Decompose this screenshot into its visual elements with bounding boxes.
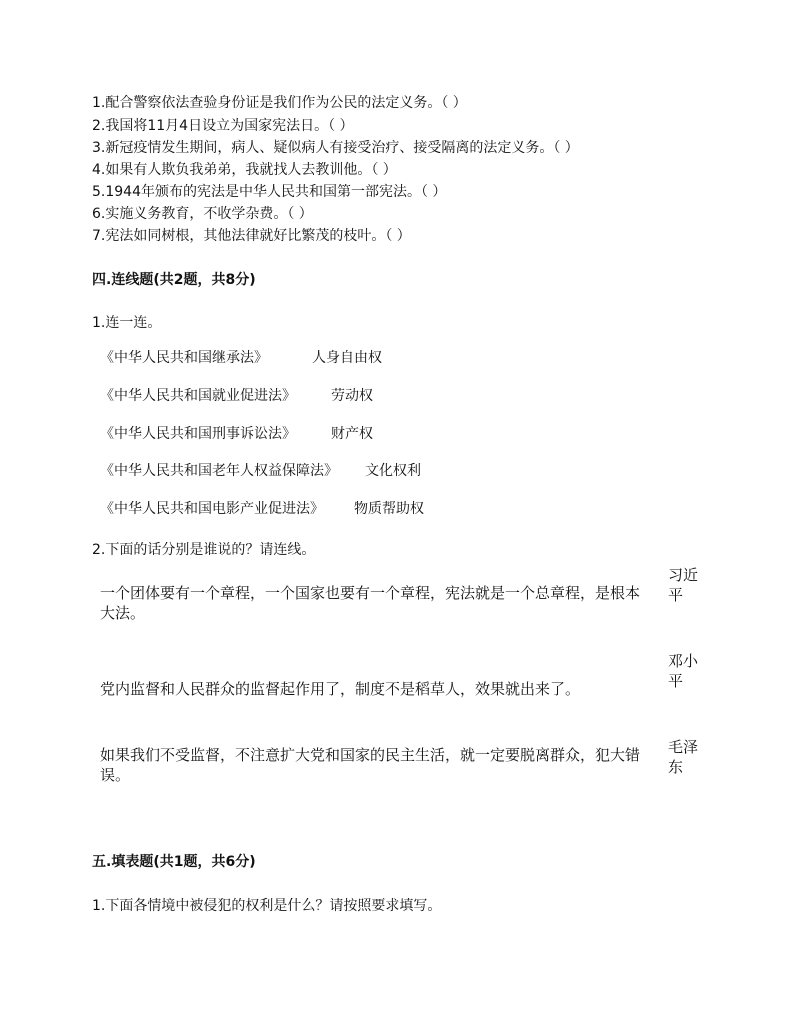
right-name: 人身自由权: [312, 350, 382, 366]
question-prompt: 2.下面的话分别是谁说的？请连线。: [92, 542, 316, 558]
judgment-item: 1.配合警察依法查验身份证是我们作为公民的法定义务。（ ）: [92, 95, 467, 111]
quote-text: 一个团体要有一个章程，一个国家也要有一个章程，宪法就是一个总章程，是根本大法。: [100, 584, 641, 622]
right-name: 文化权利: [365, 463, 421, 479]
law-name: 《中华人民共和国就业促进法》: [100, 388, 296, 404]
judgment-item: 2.我国将11月4日设立为国家宪法日。（ ）: [92, 118, 354, 134]
speaker-name-line: 东: [668, 758, 684, 776]
question-prompt: 1.连一连。: [92, 315, 162, 331]
speaker-name-line: 平: [668, 672, 684, 690]
law-name: 《中华人民共和国电影产业促进法》: [100, 501, 324, 517]
law-name: 《中华人民共和国继承法》: [100, 350, 268, 366]
question-prompt: 1.下面各情境中被侵犯的权利是什么？请按照要求填写。: [92, 898, 442, 914]
section-heading: 五.填表题(共1题，共6分): [92, 854, 256, 870]
quote-text: 党内监督和人民群众的监督起作用了，制度不是稻草人，效果就出来了。: [100, 680, 581, 698]
judgment-item: 7.宪法如同树根，其他法律就好比繁茂的枝叶。（ ）: [92, 228, 411, 244]
judgment-item: 3.新冠疫情发生期间，病人、疑似病人有接受治疗、接受隔离的法定义务。（ ）: [92, 140, 579, 156]
right-name: 劳动权: [331, 388, 373, 404]
speaker-name-line: 平: [668, 586, 684, 604]
judgment-item: 4.如果有人欺负我弟弟，我就找人去教训他。（ ）: [92, 162, 397, 178]
right-name: 物质帮助权: [354, 501, 424, 517]
right-name: 财产权: [331, 426, 373, 442]
judgment-item: 6.实施义务教育，不收学杂费。（ ）: [92, 206, 313, 222]
speaker-name: [668, 565, 698, 605]
quote-text: 如果我们不受监督，不注意扩大党和国家的民主生活，就一定要脱离群众，犯大错误。: [100, 746, 641, 784]
speaker-name-line: 习近: [668, 566, 699, 584]
speaker-name: [668, 651, 698, 691]
law-name: 《中华人民共和国刑事诉讼法》: [100, 426, 296, 442]
speaker-name-line: 毛泽: [668, 738, 699, 756]
law-name: 《中华人民共和国老年人权益保障法》: [100, 463, 338, 479]
section-heading: 四.连线题(共2题，共8分): [92, 272, 256, 288]
speaker-name: [668, 737, 698, 777]
judgment-item: 5.1944年颁布的宪法是中华人民共和国第一部宪法。（ ）: [92, 184, 447, 200]
speaker-name-line: 邓小: [668, 652, 699, 670]
